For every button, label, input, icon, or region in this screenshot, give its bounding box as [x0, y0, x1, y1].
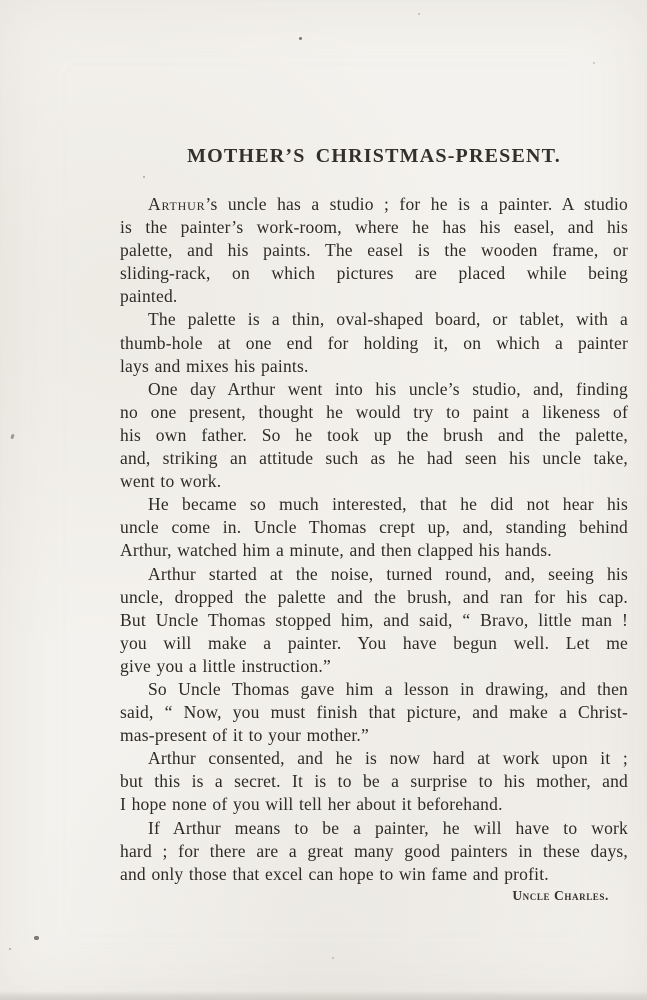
- text-line: painted.: [120, 286, 178, 307]
- text-line: Arthur’s uncle has a studio ; for he is a painter. A studio: [148, 194, 628, 214]
- text-line: give you a little instruction.”: [120, 655, 331, 676]
- text-line: and, striking an attitude such as he had seen his uncle take,: [120, 448, 628, 469]
- ink-speck: [9, 948, 11, 950]
- page-bottom-edge: [0, 991, 647, 1000]
- text-line: but this is a secret. It is to be a surprise to his mother, and: [120, 771, 628, 792]
- ink-speck: [418, 13, 420, 15]
- text-line: hard ; for there are a great many good painters in these days,: [120, 840, 628, 861]
- text-line: his own father. So he took up the brush and the palette,: [120, 424, 628, 445]
- ink-speck: [34, 936, 39, 940]
- text-line: no one present, thought he would try to paint a likeness of: [120, 401, 628, 422]
- ink-speck: [10, 434, 14, 440]
- text-line: I hope none of you will tell her about it beforehand.: [120, 794, 503, 815]
- text-line: thumb-hole at one end for holding it, on which a painter: [120, 332, 628, 353]
- text-line: mas-present of it to your mother.”: [120, 725, 369, 746]
- text-line: went to work.: [120, 471, 222, 492]
- text-line: He became so much interested, that he did not hear his: [148, 494, 628, 515]
- text-line: lays and mixes his paints.: [120, 355, 309, 376]
- ink-speck: [332, 957, 334, 959]
- small-caps-lead: Arthur: [148, 194, 206, 214]
- ink-speck: [593, 62, 595, 64]
- ink-speck: [143, 176, 145, 178]
- text-line: said, “ Now, you must finish that picture, and make a Christ-: [120, 702, 628, 723]
- story-text: [120, 193, 628, 886]
- text-line: you will make a painter. You have begun well. Let me: [120, 632, 628, 653]
- text-line: The palette is a thin, oval-shaped board, or tablet, with a: [148, 309, 628, 330]
- text-line: Arthur, watched him a minute, and then clapped his hands.: [120, 540, 552, 561]
- text-line: uncle come in. Uncle Thomas crept up, and, standing behind: [120, 517, 628, 538]
- text-line: palette, and his paints. The easel is the wooden frame, or: [120, 240, 628, 261]
- text-line: and only those that excel can hope to win fame and profit.: [120, 863, 549, 884]
- text-line: So Uncle Thomas gave him a lesson in drawing, and then: [148, 678, 628, 699]
- ink-speck: [299, 37, 302, 40]
- text-line: But Uncle Thomas stopped him, and said, “ Bravo, little man !: [120, 609, 628, 630]
- author-signature: Uncle Charles.: [512, 888, 609, 903]
- text-line: If Arthur means to be a painter, he will have to work: [148, 817, 628, 838]
- text-line: is the painter’s work-room, where he has his easel, and his: [120, 217, 628, 238]
- text-line: Arthur started at the noise, turned round, and, seeing his: [148, 563, 628, 584]
- page-title: MOTHER’S CHRISTMAS-PRESENT.: [187, 145, 561, 167]
- text-line: Arthur consented, and he is now hard at work upon it ;: [148, 748, 628, 769]
- text-line: sliding-rack, on which pictures are placed while being: [120, 263, 628, 284]
- text-line: One day Arthur went into his uncle’s studio, and, finding: [148, 378, 628, 399]
- text-line: uncle, dropped the palette and the brush, and ran for his cap.: [120, 586, 628, 607]
